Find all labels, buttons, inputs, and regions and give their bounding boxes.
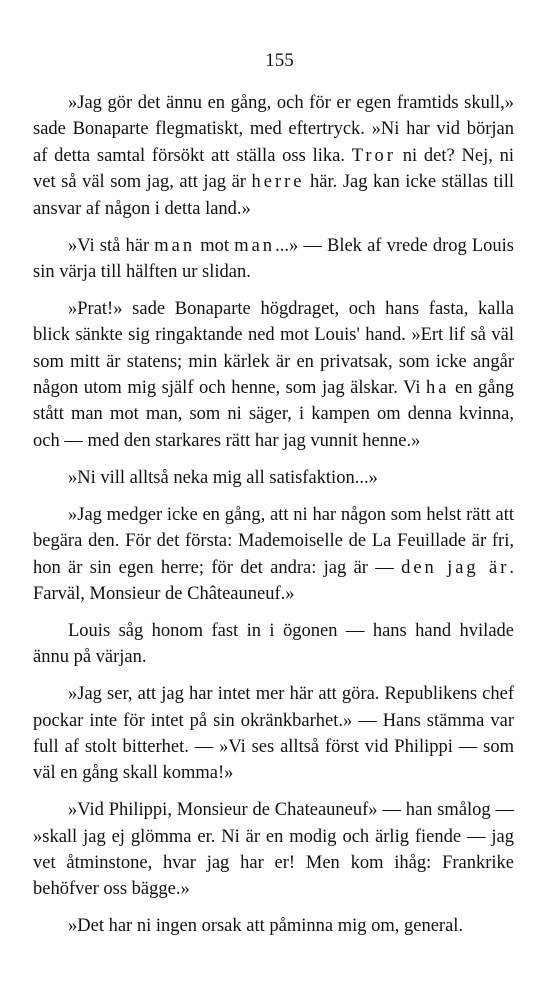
paragraph-text: en gång stått man mot man, som ni säger, i kampen om denna kvinna, och — med den starkares rätt har jag vunnit henne.» [33, 378, 514, 451]
paragraph-text: »Vi stå här [68, 235, 155, 256]
paragraph-text: Louis såg honom fast in i ögonen — hans hand hvilade ännu på värjan. [33, 620, 514, 668]
text-body [33, 90, 514, 940]
spaced-emphasis-text: man [154, 235, 196, 256]
paragraph [33, 233, 514, 286]
paragraph-text: här. Jag kan icke ställas till ansvar af någon i detta land.» [33, 172, 514, 219]
paragraph-text: »Jag ser, att jag har intet mer här att göra. Republikens chef pockar inte för intet på sin okränkbarhet.» — Hans stämma var full af stolt bitterhet. — »Vi ses alltså först vid Philippi — som väl en gång skall komma!» [33, 684, 514, 784]
paragraph [33, 465, 514, 491]
paragraph [33, 296, 514, 454]
paragraph [33, 90, 514, 222]
paragraph-text: »Vid Philippi, Monsieur de Chateauneuf» — han smålog — »skall jag ej glömma er. Ni är en modig och ärlig fiende — jag vet åtminstone, hvar jag har er! Men kom ihåg: Frankrike behöfver oss bägge.» [33, 800, 514, 900]
paragraph-text: mot [195, 235, 235, 256]
paragraph-text: »Prat!» sade Bonaparte högdraget, och hans fasta, kalla blick sänkte sig ringaktande ned mot Louis' hand. »Ert lif så väl som mitt är statens; min kärlek är en privatsak, som icke angår någon utom mig själf och henne, som jag älskar. Vi [33, 298, 514, 399]
paragraph-text: ...» — Blek af vrede drog Louis sin värja till hälften ur slidan. [33, 235, 515, 282]
spaced-emphasis-text: herre [251, 172, 305, 193]
paragraph-text: »Jag gör det ännu en gång, och för er egen framtids skull,» sade Bonaparte flegmatiskt, med eftertryck. »Ni har vid början af detta samtal försökt att ställa oss lika. [33, 93, 514, 166]
page-number: 155 [265, 50, 294, 71]
spaced-emphasis-text: ha [426, 378, 450, 399]
paragraph [33, 913, 514, 939]
paragraph-text: . Farväl, Monsieur de Châteauneuf.» [33, 557, 514, 604]
paragraph-text: »Ni vill alltså neka mig all satisfaktion...» [68, 467, 378, 488]
spaced-emphasis-text: Tror [351, 145, 396, 166]
spaced-emphasis-text: den jag är [401, 557, 510, 578]
paragraph [33, 681, 514, 787]
paragraph [33, 502, 514, 608]
paragraph-text: »Det har ni ingen orsak att påminna mig om, general. [68, 916, 464, 937]
paragraph [33, 797, 514, 903]
paragraph-text: »Jag medger icke en gång, att ni har någon som helst rätt att begära den. För det första: Mademoiselle de La Feuillade är fri, hon är sin egen herre; för det andra: jag är — [33, 504, 514, 578]
paragraph-text: ni det? Nej, ni vet så väl som jag, att jag är [33, 145, 514, 193]
paragraph [33, 618, 514, 671]
spaced-emphasis-text: man [234, 235, 276, 256]
